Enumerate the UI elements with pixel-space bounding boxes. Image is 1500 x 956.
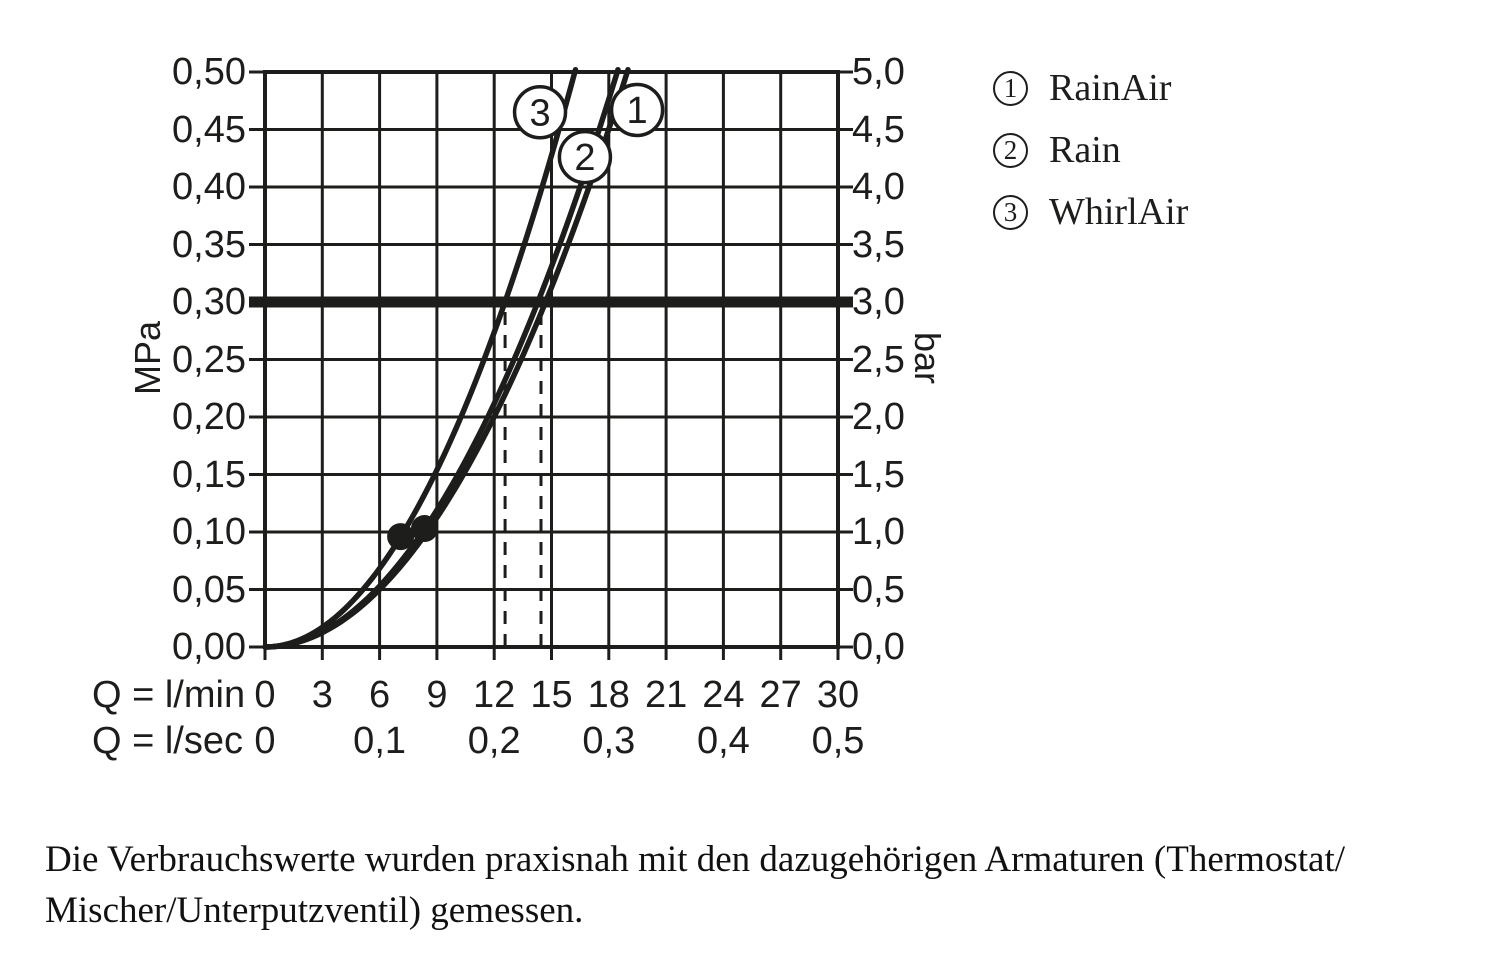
x-lmin-tick-label: 30	[816, 674, 860, 716]
y-axis-right-unit-label: bar	[907, 331, 948, 385]
measure-dot	[387, 523, 414, 550]
measure-dot	[411, 515, 438, 542]
legend-marker-3-icon: 3	[993, 195, 1028, 230]
x-lmin-tick-label: 24	[702, 674, 745, 716]
x-lsec-tick-label: 0	[254, 720, 276, 762]
x-axis-lmin-title: Q = l/min	[92, 674, 246, 716]
footnote-line-1: Die Verbrauchswerte wurden praxisnah mit den dazugehörigen Armaturen (Thermostat/	[45, 839, 1346, 880]
y-left-tick-label: 0,35	[172, 223, 246, 266]
y-right-tick-label: 1,5	[852, 453, 905, 496]
y-left-tick-label: 0,25	[172, 338, 246, 381]
legend-marker-2-icon: 2	[993, 133, 1028, 168]
y-right-tick-label: 0,0	[852, 626, 905, 668]
y-right-tick-label: 5,0	[852, 51, 905, 93]
x-lmin-tick-label: 6	[369, 674, 391, 716]
legend-marker-1-icon: 1	[993, 71, 1028, 106]
y-left-tick-label: 0,30	[172, 281, 246, 323]
x-lmin-tick-label: 21	[644, 674, 688, 716]
legend-item-rainair	[993, 67, 1188, 109]
y-axis-left-unit-label: MPa	[127, 320, 168, 396]
legend	[993, 67, 1189, 233]
x-lmin-tick-label: 18	[587, 674, 630, 716]
legend-item-rain	[993, 129, 1188, 171]
y-right-tick-label: 1,0	[852, 511, 905, 553]
footnote-text	[45, 834, 1465, 936]
x-axis-lsec-title: Q = l/sec	[92, 720, 243, 762]
y-left-tick-label: 0,15	[172, 453, 246, 496]
legend-label-whirlair: WhirlAir	[1049, 191, 1189, 233]
x-lsec-tick-label: 0,2	[467, 720, 521, 762]
y-right-tick-label: 2,0	[852, 396, 905, 438]
y-left-tick-label: 0,00	[172, 626, 246, 668]
x-lsec-tick-label: 0,5	[811, 720, 865, 762]
legend-label-rain: Rain	[1049, 129, 1121, 171]
y-right-tick-label: 4,5	[852, 108, 905, 151]
y-left-tick-label: 0,50	[172, 51, 246, 93]
curve-marker-number-2: 2	[574, 137, 596, 180]
y-left-tick-label: 0,45	[172, 108, 246, 151]
curve-marker-number-3: 3	[529, 92, 551, 135]
y-left-tick-label: 0,20	[172, 396, 246, 438]
x-lmin-tick-label: 15	[530, 674, 573, 716]
y-left-tick-label: 0,10	[172, 511, 246, 553]
x-lmin-tick-label: 27	[759, 674, 802, 716]
y-left-tick-label: 0,05	[172, 568, 246, 611]
x-lmin-tick-label: 9	[426, 674, 448, 716]
y-right-tick-label: 3,0	[852, 281, 905, 323]
x-lmin-tick-label: 12	[473, 674, 516, 716]
curve-marker-number-1: 1	[626, 89, 648, 132]
x-lmin-tick-label: 0	[254, 674, 276, 716]
x-lsec-tick-label: 0,1	[353, 720, 407, 762]
y-right-tick-label: 0,5	[852, 568, 905, 611]
footnote-line-2: Mischer/Unterputzventil) gemessen.	[45, 890, 584, 931]
y-right-tick-label: 2,5	[852, 338, 905, 381]
y-right-tick-label: 4,0	[852, 166, 905, 208]
x-lmin-tick-label: 3	[311, 674, 333, 716]
x-lsec-tick-label: 0,4	[696, 720, 750, 762]
x-lsec-tick-label: 0,3	[582, 720, 636, 762]
y-left-tick-label: 0,40	[172, 166, 246, 208]
y-right-tick-label: 3,5	[852, 223, 905, 266]
legend-label-rainair: RainAir	[1049, 67, 1172, 109]
legend-item-whirlair	[993, 191, 1189, 233]
